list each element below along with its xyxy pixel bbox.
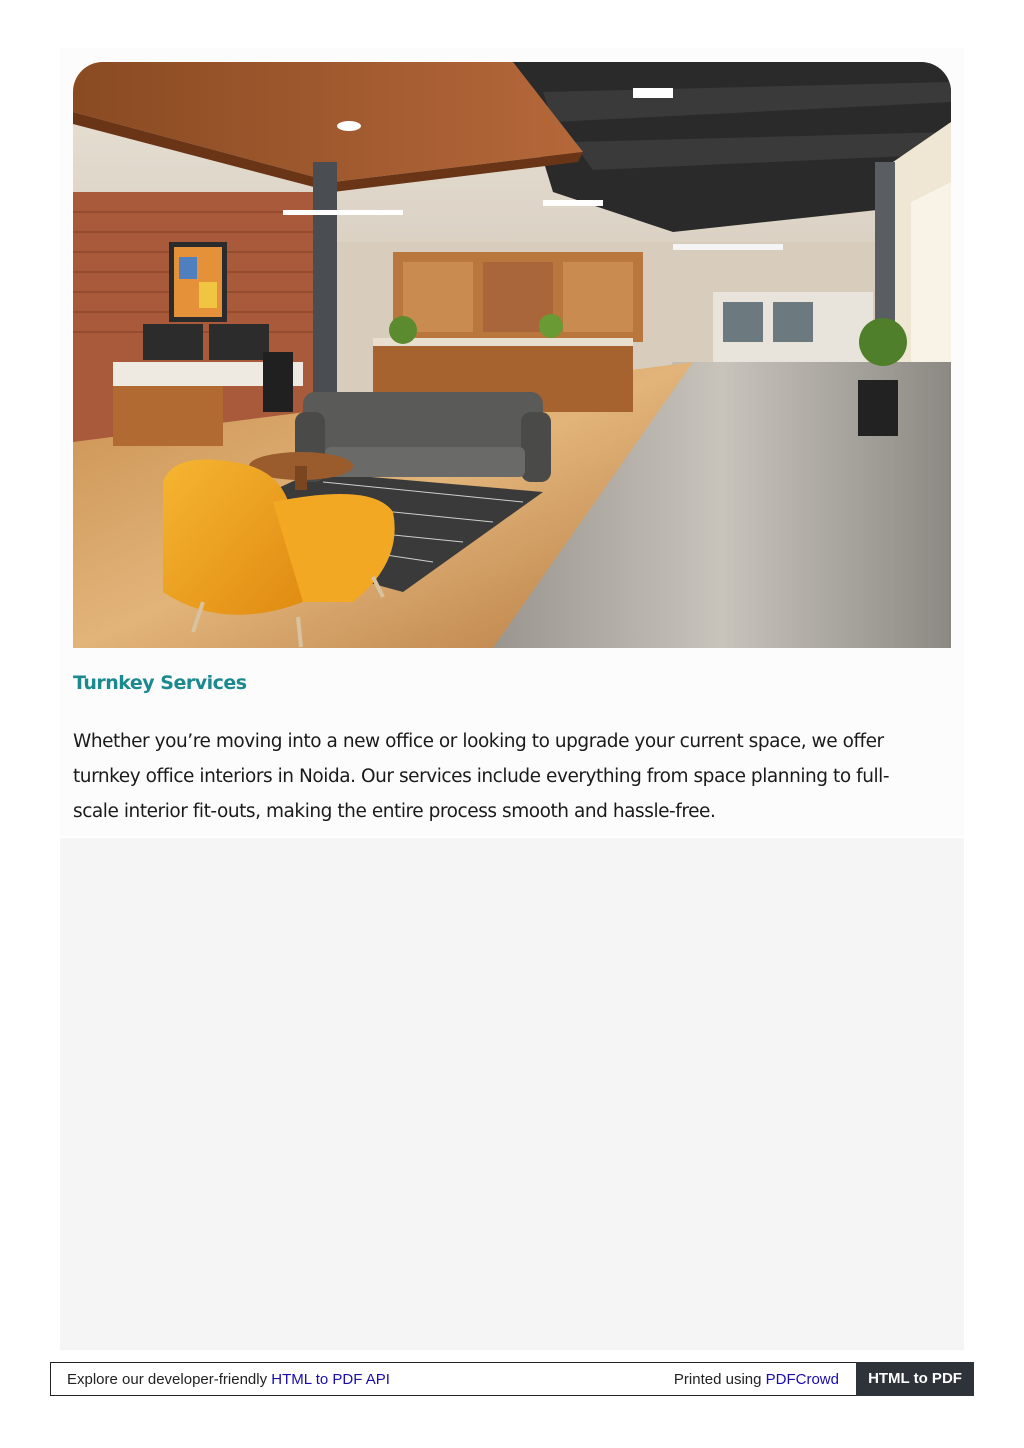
- footer-left-text: Explore our developer-friendly: [67, 1371, 272, 1388]
- pdfcrowd-footer: [50, 1362, 974, 1396]
- content-card: [60, 48, 964, 836]
- section-title: Turnkey Services: [73, 672, 247, 694]
- footer-right-text: Printed using: [673, 1371, 766, 1388]
- section-body: Whether you’re moving into a new office or looking to upgrade your current space, we offer turnkey office interiors in Noida. Our services include everything from space planning to full-scale interior fit-outs, making the entire process smooth and hassle-free.: [73, 731, 890, 822]
- blank-content-panel: [60, 838, 964, 1350]
- footer-left: [67, 1371, 390, 1388]
- footer-right: [674, 1371, 839, 1388]
- html-to-pdf-api-link[interactable]: HTML to PDF API: [271, 1371, 390, 1388]
- office-interior-illustration: [73, 62, 951, 648]
- office-interior-image: [73, 62, 951, 648]
- pdfcrowd-link[interactable]: PDFCrowd: [765, 1371, 839, 1388]
- html-to-pdf-badge[interactable]: HTML to PDF: [856, 1362, 974, 1396]
